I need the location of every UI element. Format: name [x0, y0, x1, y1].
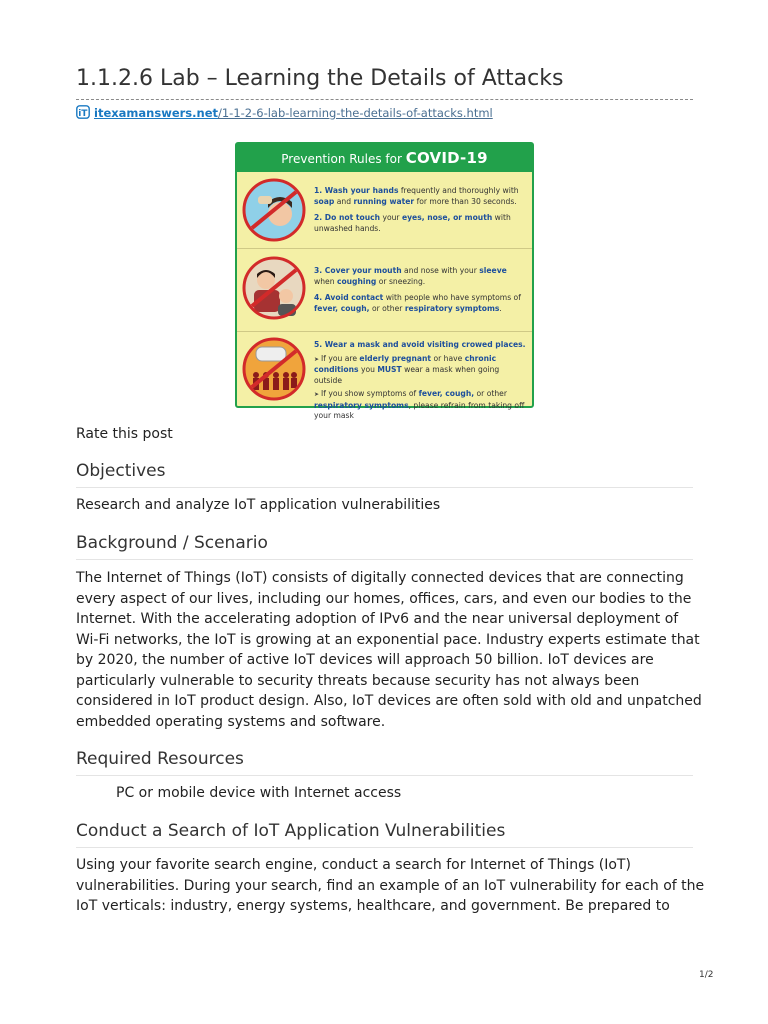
- covering-cough-illustration-icon: [242, 256, 306, 320]
- rate-post-text: Rate this post: [76, 426, 173, 442]
- heading-required-resources: Required Resources: [76, 749, 693, 776]
- poster-rule-3-4: 3. Cover your mouth and nose with your sleeve when coughing or sneezing. 4. Avoid contact with people who have symptoms of fever, cough, or other respiratory symptoms.: [314, 266, 521, 313]
- background-paragraph: The Internet of Things (IoT) consists of digitally connected devices that are connecting every aspect of our lives, including our homes, offices, cars, and even our bodies to the Internet. With the accelerating adoption of IPv6 and the near universal deployment of Wi-Fi networks, the IoT is growing at an exponential pace. Industry experts estimate that by 2020, the number of active IoT devices will approach 50 billion. IoT devices are particularly vulnerable to security threats because security has not always been considered in IoT product design. Also, IoT devices are often sold with old and unpatched embedded operating systems and software.: [76, 570, 702, 730]
- poster-rule-1-2: 1. Wash your hands frequently and thoroughly with soap and running water for more than 30 seconds. 2. Do not touch your eyes, nose, or mouth with unwashed hands.: [314, 186, 519, 233]
- objectives-text: Research and analyze IoT application vulnerabilities: [76, 497, 441, 513]
- heading-background: Background / Scenario: [76, 533, 693, 560]
- heading-objectives: Objectives: [76, 461, 693, 488]
- source-domain-link[interactable]: itexamanswers.net: [94, 106, 218, 120]
- svg-text:iT: iT: [78, 109, 88, 119]
- mask-crowd-illustration-icon: [242, 337, 306, 401]
- source-path-link[interactable]: /1-1-2-6-lab-learning-the-details-of-attacks.html: [217, 106, 493, 120]
- itexam-logo-icon: [76, 105, 90, 122]
- covid-prevention-poster: [235, 142, 534, 420]
- poster-title: Prevention Rules for COVID-19: [237, 144, 532, 172]
- heading-conduct-search: Conduct a Search of IoT Application Vulnerabilities: [76, 821, 693, 848]
- search-paragraph: Using your favorite search engine, conduct a search for Internet of Things (IoT) vulnerabilities. During your search, find an example of an IoT vulnerability for each of the IoT verticals: industry, energy systems, healthcare, and government. Be prepared to: [76, 857, 705, 914]
- handwashing-illustration-icon: [242, 178, 306, 242]
- resources-item: PC or mobile device with Internet access: [116, 785, 402, 801]
- title-divider: [76, 99, 693, 100]
- page-number: 1/2: [699, 970, 714, 980]
- poster-rule-5: 5. Wear a mask and avoid visiting crowed places. ➤ If you are elderly pregnant or have chronic conditions you MUST wear a mask when going outside ➤ If you show symptoms of fever, cough, or other respiratory symptoms, please refrain from taking off your mask: [314, 340, 526, 420]
- source-link-row[interactable]: [76, 105, 493, 122]
- page-title: 1.1.2.6 Lab – Learning the Details of Attacks: [76, 66, 564, 91]
